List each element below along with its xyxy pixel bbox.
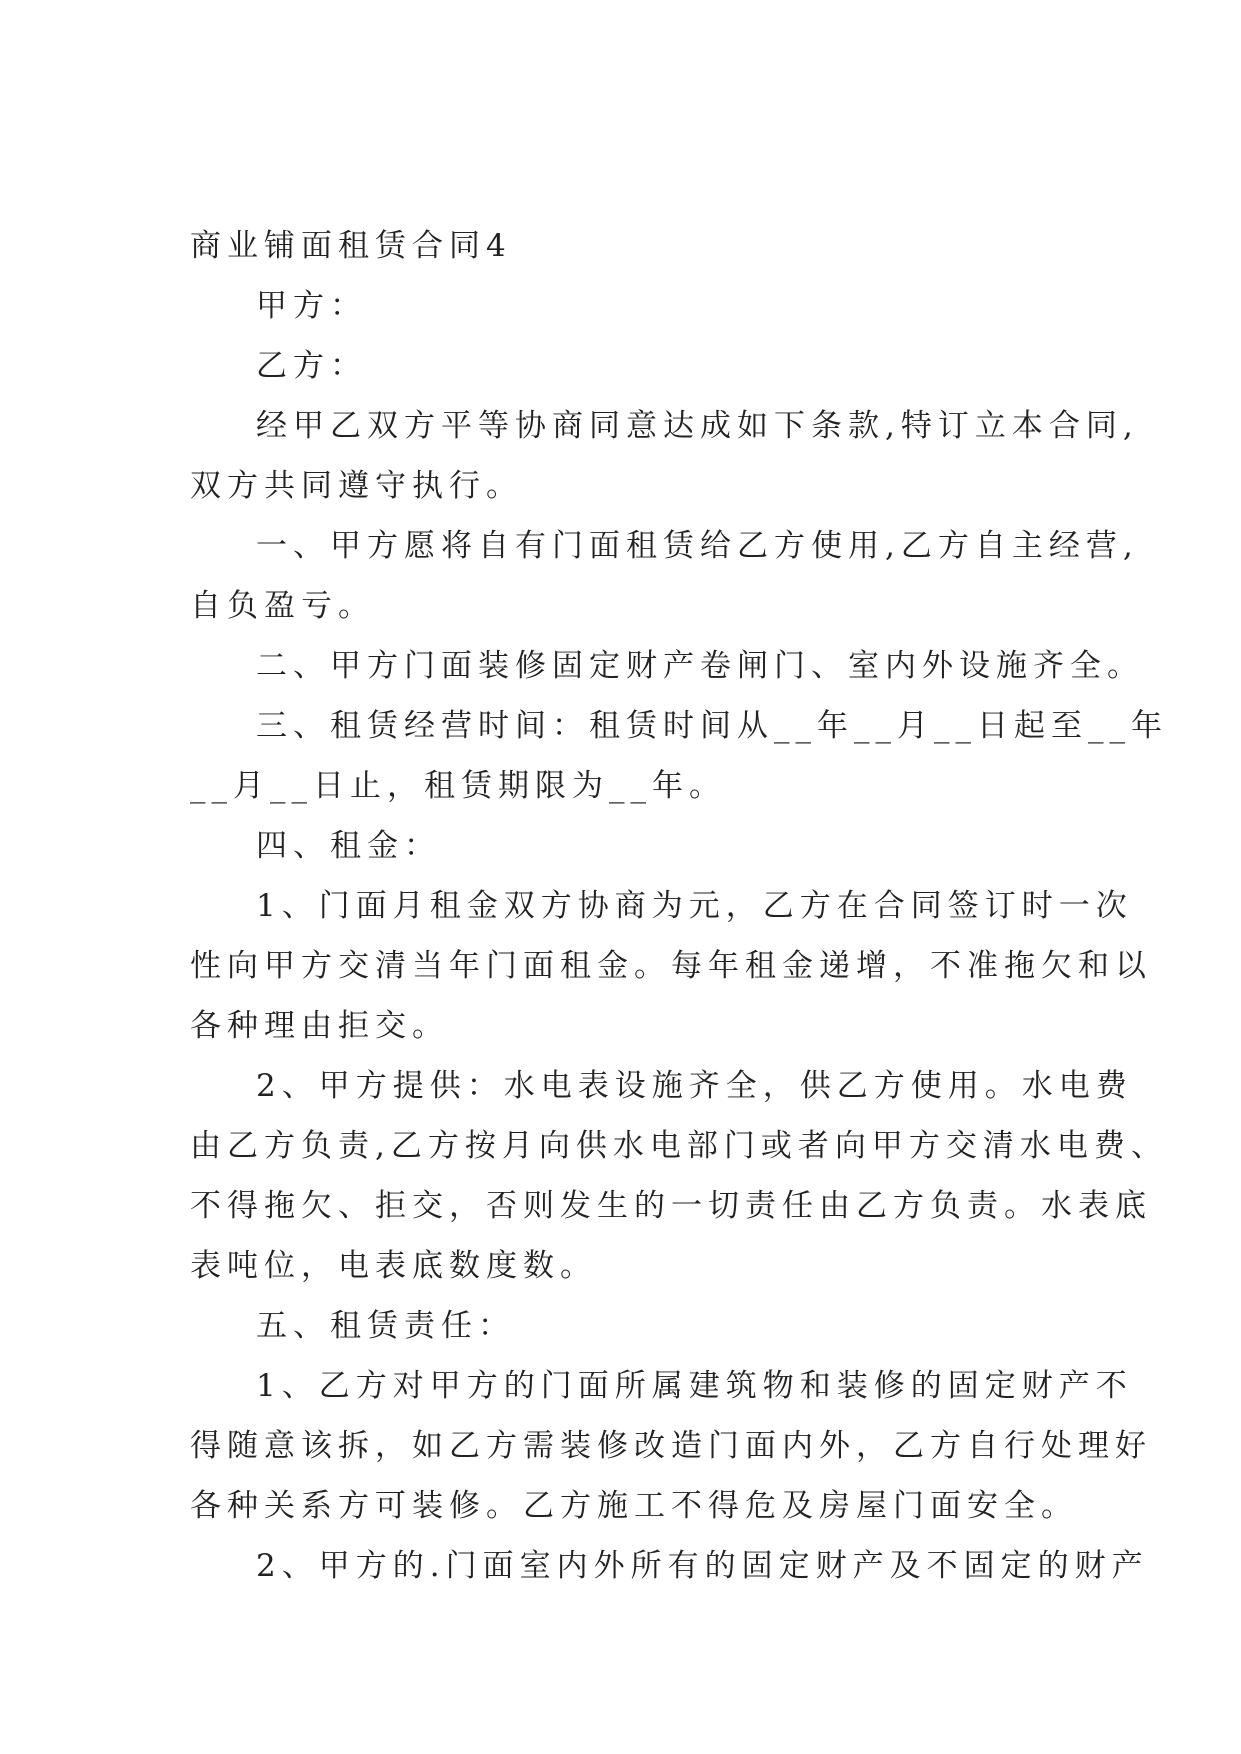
document-title: 商业铺面租赁合同4 bbox=[190, 228, 512, 264]
paragraph-line: 性向甲方交清当年门面租金。每年租金递增，不准拖欠和以 bbox=[190, 948, 1152, 984]
paragraph-line: 1、乙方对甲方的门面所属建筑物和装修的固定财产不 bbox=[256, 1368, 1133, 1404]
paragraph-line: 一、甲方愿将自有门面租赁给乙方使用,乙方自主经营, bbox=[256, 528, 1139, 564]
paragraph-line: 各种理由拒交。 bbox=[190, 1008, 449, 1044]
section-heading: 四、租金： bbox=[256, 828, 441, 864]
party-b-line: 乙方： bbox=[256, 348, 367, 384]
paragraph-line: 表吨位，电表底数度数。 bbox=[190, 1248, 597, 1284]
paragraph-line: 二、甲方门面装修固定财产卷闸门、室内外设施齐全。 bbox=[256, 648, 1144, 684]
paragraph-line: 不得拖欠、拒交，否则发生的一切责任由乙方负责。水表底 bbox=[190, 1188, 1152, 1224]
paragraph-line: 得随意该拆，如乙方需装修改造门面内外，乙方自行处理好 bbox=[190, 1428, 1152, 1464]
paragraph-line: __月__日止，租赁期限为__年。 bbox=[190, 768, 726, 804]
paragraph-line: 经甲乙双方平等协商同意达成如下条款,特订立本合同, bbox=[256, 408, 1139, 444]
paragraph-line: 由乙方负责,乙方按月向供水电部门或者向甲方交清水电费、 bbox=[190, 1128, 1168, 1164]
party-a-line: 甲方： bbox=[256, 288, 367, 324]
paragraph-line: 1、门面月租金双方协商为元，乙方在合同签订时一次 bbox=[256, 888, 1133, 924]
paragraph-line: 三、租赁经营时间：租赁时间从__年__月__日起至__年 bbox=[256, 708, 1168, 744]
paragraph-line: 各种关系方可装修。乙方施工不得危及房屋门面安全。 bbox=[190, 1488, 1078, 1524]
paragraph-line: 2、甲方的.门面室内外所有的固定财产及不固定的财产 bbox=[256, 1548, 1149, 1584]
section-heading: 五、租赁责任： bbox=[256, 1308, 515, 1344]
paragraph-line: 自负盈亏。 bbox=[190, 588, 375, 624]
paragraph-line: 双方共同遵守执行。 bbox=[190, 468, 523, 504]
paragraph-line: 2、甲方提供：水电表设施齐全，供乙方使用。水电费 bbox=[256, 1068, 1133, 1104]
